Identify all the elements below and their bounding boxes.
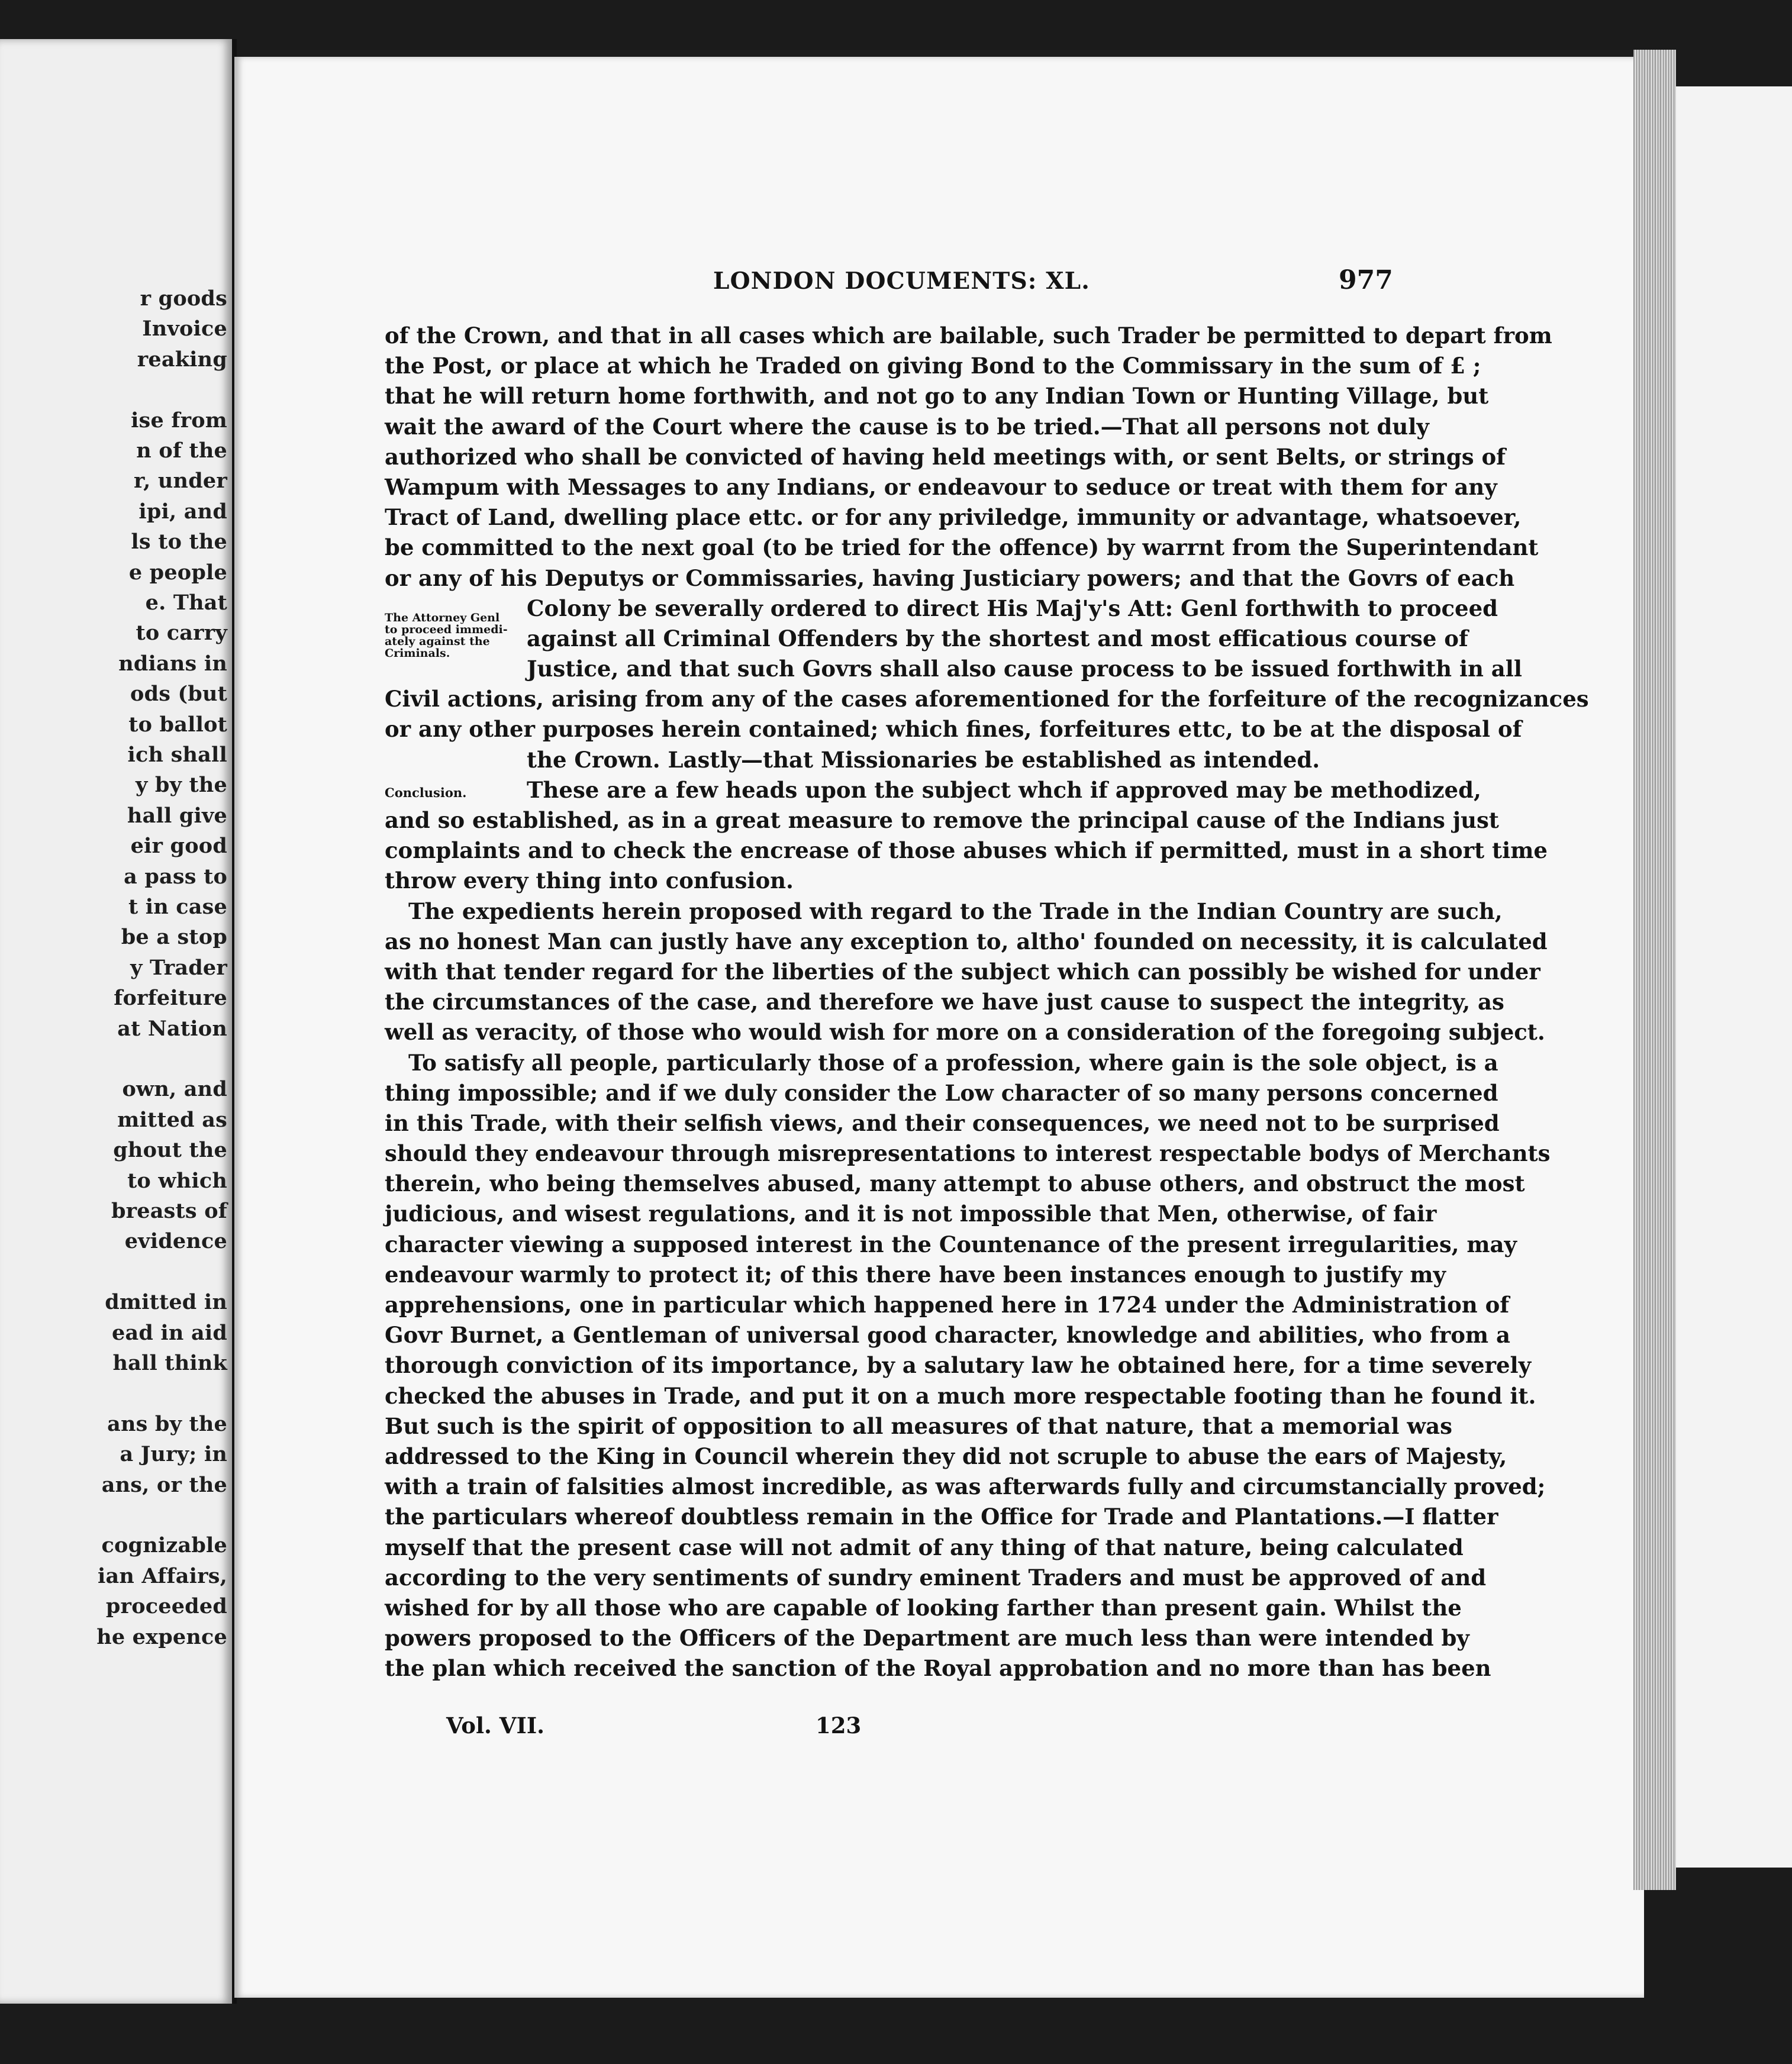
text-line: complaints and to check the encrease of those abuses which if permitted, must in a short time xyxy=(385,837,1548,864)
left-page-line: reaking xyxy=(137,347,227,372)
text-line: well as veracity, of those who would wish for more on a consideration of the foregoing subject. xyxy=(385,1019,1545,1046)
left-page-line: eir good xyxy=(130,834,227,859)
page-number: 977 xyxy=(1339,265,1393,295)
text-line: and so established, as in a great measure to remove the principal cause of the Indians just xyxy=(385,807,1499,833)
text-line: Justice, and that such Govrs shall also cause process to be issued forthwith in all xyxy=(527,656,1522,682)
text-line: To satisfy all people, particularly those of a profession, where gain is the sole object, is a xyxy=(408,1049,1498,1076)
signature-mark: 123 xyxy=(816,1713,862,1739)
text-line: according to the very sentiments of sundry eminent Traders and must be approved of and xyxy=(385,1564,1487,1591)
text-line: with a train of falsities almost incredible, as was afterwards fully and circumstancially proved; xyxy=(385,1473,1546,1500)
text-line: with that tender regard for the liberties of the subject which can possibly be wished for under xyxy=(385,958,1540,985)
text-line: the circumstances of the case, and therefore we have just cause to suspect the integrity, as xyxy=(385,989,1504,1015)
left-page-line: ead in aid xyxy=(112,1320,227,1345)
text-line: that he will return home forthwith, and not go to any Indian Town or Hunting Village, but xyxy=(385,383,1489,409)
left-page-line: hall think xyxy=(112,1351,227,1375)
running-head: LONDON DOCUMENTS: XL. xyxy=(713,267,1091,295)
text-line: or any other purposes herein contained; which fines, forfeitures ettc, to be at the disposal of xyxy=(385,716,1522,743)
left-page-line: ans, or the xyxy=(101,1472,227,1497)
text-line: The expedients herein proposed with regard to the Trade in the Indian Country are such, xyxy=(408,898,1503,924)
sidenote-line: The Attorney Genl xyxy=(385,611,500,624)
left-page-line: ls to the xyxy=(131,530,227,554)
text-line: But such is the spirit of opposition to all measures of that nature, that a memorial was xyxy=(385,1412,1452,1439)
text-line: apprehensions, one in particular which happened here in 1724 under the Administration of xyxy=(385,1292,1510,1318)
left-page-line: n of the xyxy=(136,438,227,463)
text-line: checked the abuses in Trade, and put it on a much more respectable footing than he found it. xyxy=(385,1382,1536,1409)
text-line: the Crown. Lastly—that Missionaries be established as intended. xyxy=(527,746,1320,773)
text-line: authorized who shall be convicted of having held meetings with, or sent Belts, or strings of xyxy=(385,443,1506,470)
left-page-line: he expence xyxy=(96,1624,227,1649)
left-page-line: ndians in xyxy=(118,651,227,676)
left-page-line: proceeded xyxy=(105,1594,227,1619)
text-line: powers proposed to the Officers of the Department are much less than were intended by xyxy=(385,1625,1469,1652)
text-line: addressed to the King in Council wherein they did not scruple to abuse the ears of Majesty, xyxy=(385,1443,1507,1469)
text-line: character viewing a supposed interest in the Countenance of the present irregularities, may xyxy=(385,1231,1517,1257)
text-line: should they endeavour through misrepresentations to interest respectable bodys of Merchants xyxy=(385,1140,1551,1167)
left-page-line: ipi, and xyxy=(138,499,227,524)
sidenote-line: ately against the xyxy=(385,635,490,648)
body-text xyxy=(385,321,1589,1684)
text-line: in this Trade, with their selfish views, and their consequences, we need not to be surprised xyxy=(385,1110,1500,1136)
text-line: be committed to the next goal (to be tried for the offence) by warrnt from the Superintendant xyxy=(385,534,1539,561)
left-page-line: dmitted in xyxy=(105,1290,227,1315)
left-page-line: y Trader xyxy=(130,955,227,980)
left-page-line: e people xyxy=(128,560,227,585)
sidenote-conclusion: Conclusion. xyxy=(385,785,467,800)
page-edges xyxy=(1633,50,1676,1890)
left-page-line: cognizable xyxy=(101,1533,227,1558)
left-page-line: to carry xyxy=(136,621,227,646)
left-page-line: be a stop xyxy=(121,925,227,950)
left-page-line: t in case xyxy=(128,895,227,919)
left-page-line: ans by the xyxy=(107,1411,227,1436)
text-line: throw every thing into confusion. xyxy=(385,867,794,894)
text-line: Civil actions, arising from any of the cases aforementioned for the forfeiture of the recognizances xyxy=(385,686,1589,712)
text-line: the particulars whereof doubtless remain in the Office for Trade and Plantations.—I flatter xyxy=(385,1504,1498,1530)
text-line: thing impossible; and if we duly consider the Low character of so many persons concerned xyxy=(385,1079,1498,1106)
text-line: wished for by all those who are capable of looking farther than present gain. Whilst the xyxy=(385,1594,1462,1621)
left-page-line: evidence xyxy=(124,1229,227,1254)
text-line: myself that the present case will not admit of any thing of that nature, being calculated xyxy=(385,1534,1464,1560)
left-page-line: r goods xyxy=(140,286,227,311)
left-page-line: hall give xyxy=(127,803,227,828)
text-line: Wampum with Messages to any Indians, or endeavour to seduce or treat with them for any xyxy=(385,473,1497,500)
text-line: judicious, and wisest regulations, and it is not impossible that Men, otherwise, of fair xyxy=(385,1201,1437,1227)
text-line: the plan which received the sanction of the Royal approbation and no more than has been xyxy=(385,1655,1491,1682)
left-page-line: a Jury; in xyxy=(120,1442,227,1467)
left-page-line: a pass to xyxy=(124,864,227,889)
text-line: therein, who being themselves abused, many attempt to abuse others, and obstruct the most xyxy=(385,1170,1525,1197)
left-page-line: y by the xyxy=(136,773,227,798)
text-line: as no honest Man can justly have any exception to, altho' founded on necessity, it is calculated xyxy=(385,928,1548,954)
left-page-line: Invoice xyxy=(142,317,227,341)
left-page-line: e. That xyxy=(145,591,227,615)
text-line: Tract of Land, dwelling place ettc. or for any priviledge, immunity or advantage, whatsoever, xyxy=(385,504,1522,531)
left-page-line: ich shall xyxy=(127,743,227,767)
text-line: the Post, or place at which he Traded on giving Bond to the Commissary in the sum of £ ; xyxy=(385,353,1481,379)
text-line: or any of his Deputys or Commissaries, having Justiciary powers; and that the Govrs of each xyxy=(385,565,1515,591)
left-page-line: ghout the xyxy=(113,1138,227,1163)
text-line: of the Crown, and that in all cases which are bailable, such Trader be permitted to depart from xyxy=(385,322,1552,349)
text-line: endeavour warmly to protect it; of this there have been instances enough to justify my xyxy=(385,1261,1446,1288)
text-line: Govr Burnet, a Gentleman of universal good character, knowledge and abilities, who from a xyxy=(385,1322,1510,1349)
left-page-line: ise from xyxy=(131,408,227,433)
text-line: These are a few heads upon the subject whch if approved may be methodized, xyxy=(527,776,1481,803)
text-line: Colony be severally ordered to direct His Maj'y's Att: Genl forthwith to proceed xyxy=(527,595,1498,621)
facing-page-left xyxy=(0,39,232,2004)
text-line: against all Criminal Offenders by the shortest and most efficatious course of xyxy=(527,625,1468,652)
left-page-line: breasts of xyxy=(111,1199,227,1223)
left-page-line: at Nation xyxy=(117,1016,227,1041)
volume-label: Vol. VII. xyxy=(446,1713,545,1739)
left-page-line: mitted as xyxy=(117,1107,227,1132)
left-page-line: own, and xyxy=(122,1077,227,1102)
sidenote-line: Criminals. xyxy=(385,647,450,660)
left-page-line: ods (but xyxy=(130,682,227,707)
left-page-line: to ballot xyxy=(128,712,227,737)
text-line: wait the award of the Court where the cause is to be tried.—That all persons not duly xyxy=(385,413,1429,440)
left-page-line: r, under xyxy=(134,469,227,494)
background-strip xyxy=(1676,86,1792,1868)
left-page-line: ian Affairs, xyxy=(98,1563,227,1588)
left-page-line: to which xyxy=(127,1168,227,1193)
sidenote-line: to proceed immedi- xyxy=(385,623,508,636)
text-line: thorough conviction of its importance, by a salutary law he obtained here, for a time severely xyxy=(385,1352,1532,1379)
left-page-line: forfeiture xyxy=(114,986,227,1011)
